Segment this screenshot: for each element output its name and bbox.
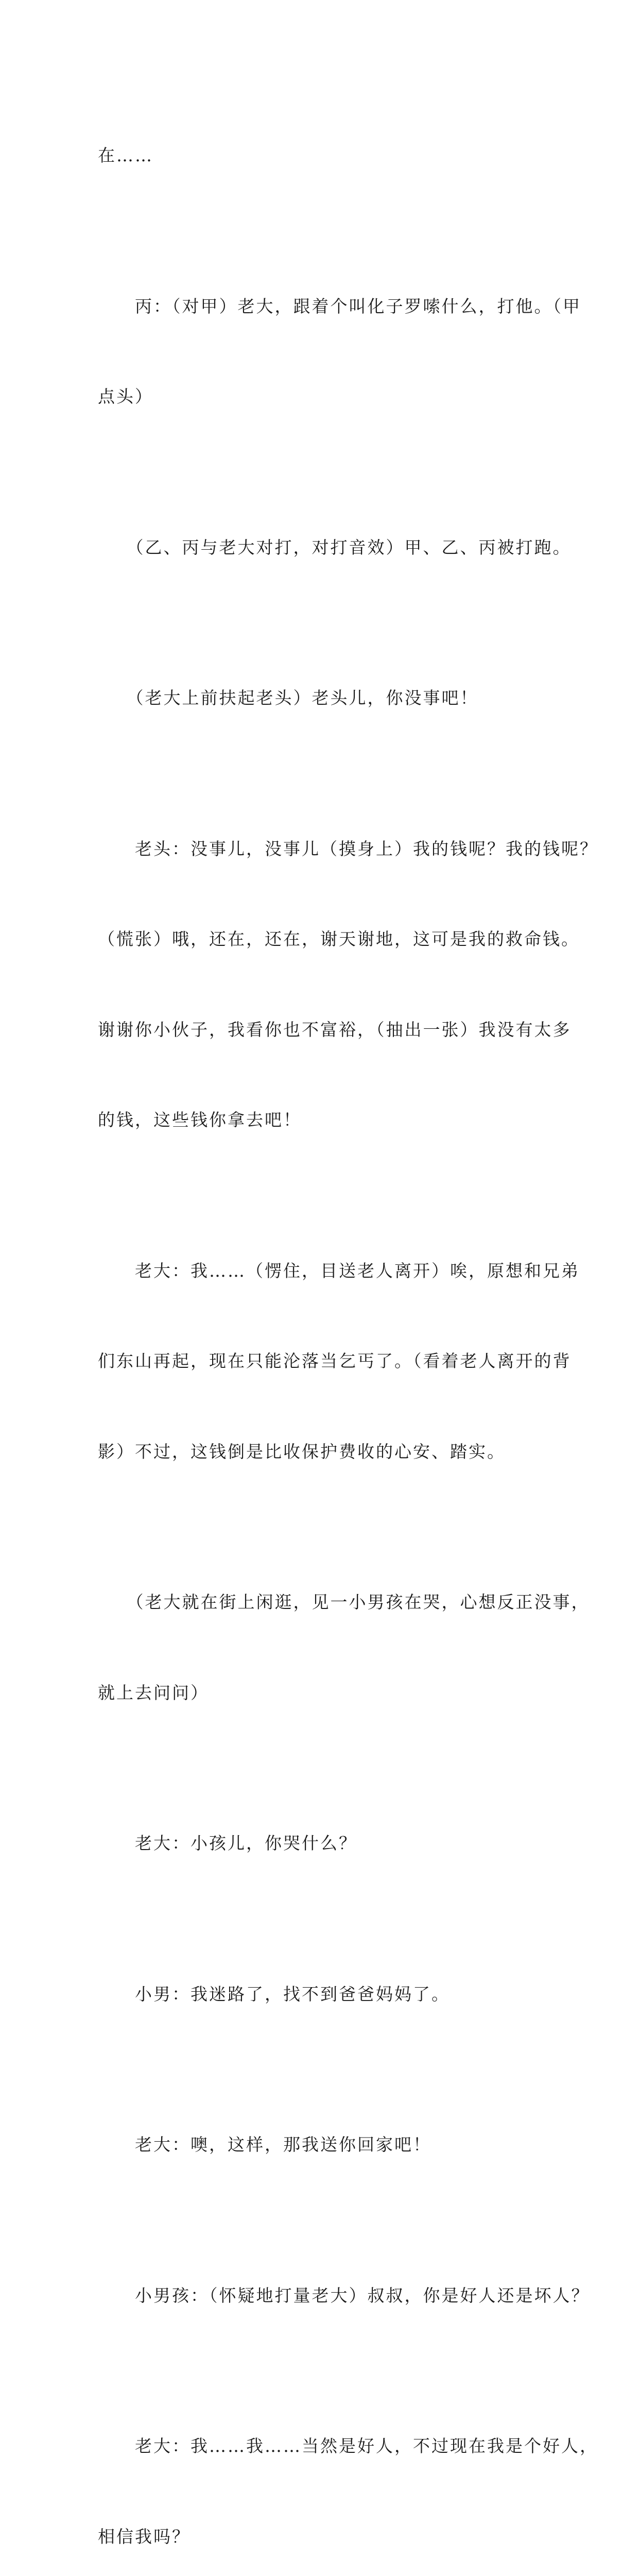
- text-line: 就上去问问）: [98, 1682, 209, 1703]
- text-line: 小男：我迷路了，找不到爸爸妈妈了。: [98, 1984, 450, 2004]
- text-line: 老大：我……我……当然是好人，不过现在我是个好人，: [98, 2436, 598, 2456]
- text-line: 的钱，这些钱你拿去吧！: [98, 1110, 302, 1130]
- text-line: 老头：没事儿，没事儿（摸身上）我的钱呢？我的钱呢？: [98, 838, 598, 859]
- text-line: （乙、丙与老大对打，对打音效）甲、乙、丙被打跑。: [98, 537, 572, 557]
- paragraph: [98, 2221, 590, 2371]
- paragraph: [98, 623, 542, 774]
- text-line: 在……: [98, 145, 153, 165]
- paragraph: [98, 774, 598, 1196]
- text-line: （老大上前扶起老头）老头儿，你没事吧！: [98, 688, 479, 708]
- text-line: 小男孩：（怀疑地打量老大）叔叔，你是好人还是坏人？: [98, 2285, 590, 2306]
- paragraph: [98, 1768, 542, 1919]
- text-line: 相信我吗？: [98, 2526, 191, 2547]
- text-line: （慌张）哦，还在，还在，谢天谢地，这可是我的救命钱。: [98, 929, 580, 949]
- paragraph: [98, 1527, 590, 1768]
- script-text-body: [98, 80, 598, 2576]
- text-line: （老大就在街上闲逛，见一小男孩在哭，心想反正没事，: [98, 1592, 590, 1612]
- paragraph: [98, 2371, 598, 2576]
- text-line: 老大：噢，这样，那我送你回家吧！: [98, 2134, 431, 2155]
- paragraph: [98, 1196, 580, 1528]
- text-line: 点头）: [98, 386, 153, 406]
- text-line: 老大：小孩儿，你哭什么？: [98, 1833, 357, 1853]
- paragraph: [98, 1919, 542, 2070]
- text-line: 老大：我……（愣住，目送老人离开）唉，原想和兄弟: [98, 1260, 580, 1281]
- text-line: 影）不过，这钱倒是比收保护费收的心安、踏实。: [98, 1441, 506, 1462]
- paragraph: [98, 2070, 542, 2221]
- text-line: 们东山再起，现在只能沦落当乞丐了。（看着老人离开的背: [98, 1351, 572, 1371]
- paragraph: [98, 80, 542, 231]
- paragraph: [98, 472, 572, 623]
- text-line: 谢谢你小伙子，我看你也不富裕，（抽出一张）我没有太多: [98, 1019, 572, 1040]
- paragraph: [98, 231, 581, 472]
- text-line: 丙：（对甲）老大，跟着个叫化子罗嗦什么，打他。（甲: [98, 296, 581, 316]
